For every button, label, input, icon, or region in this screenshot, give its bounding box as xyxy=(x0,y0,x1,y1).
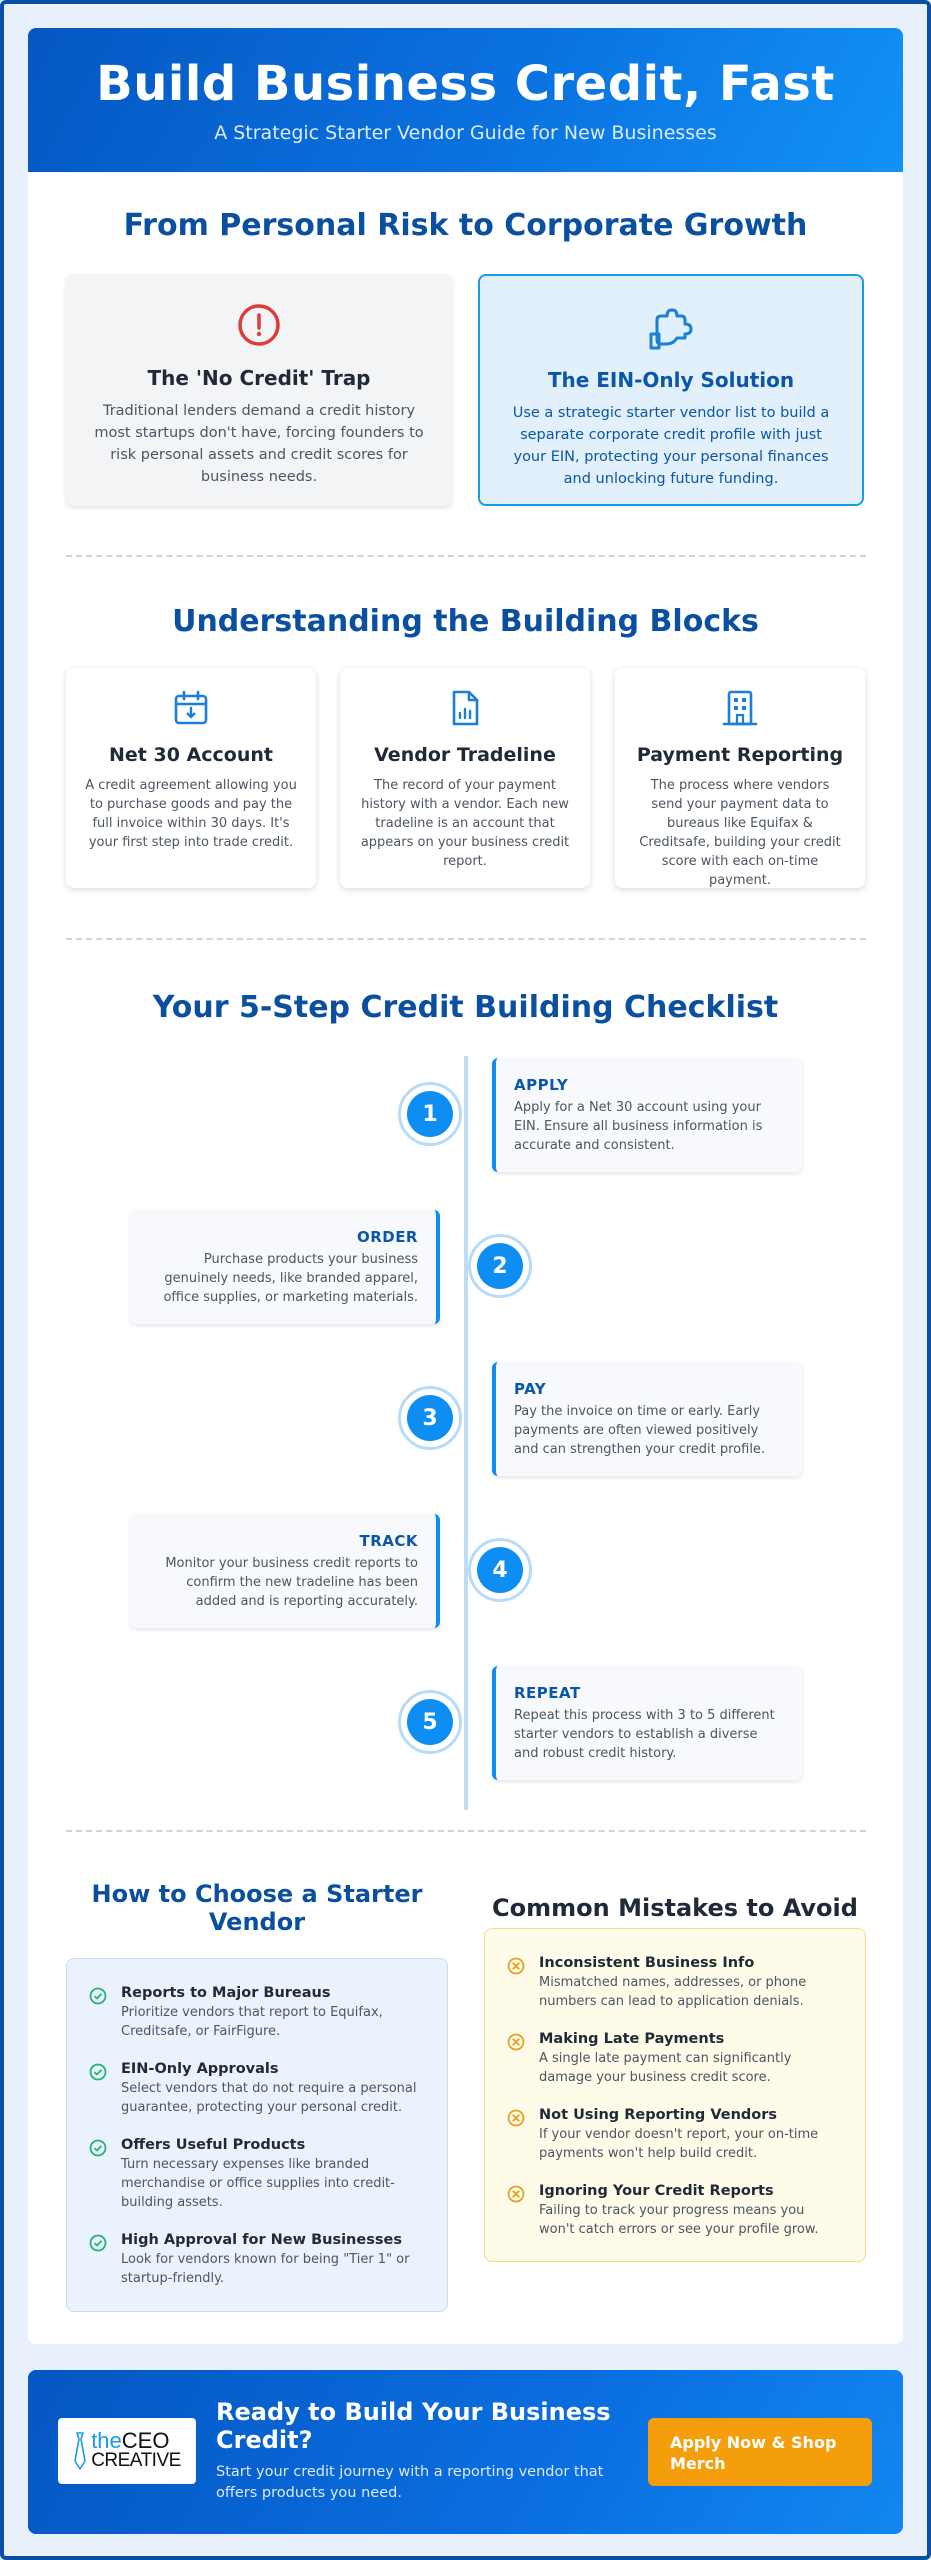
risk-card-title: The 'No Credit' Trap xyxy=(147,366,371,390)
section-divider xyxy=(66,938,866,940)
cta-title: Ready to Build Your Business Credit? xyxy=(216,2398,611,2454)
list-item xyxy=(507,2107,843,2163)
item-title: Reports to Major Bureaus xyxy=(121,1985,331,2001)
list-item xyxy=(89,2061,425,2117)
risk-card-text: Use a strategic starter vendor list to build a separate corporate credit profile with just your EIN, protecting your personal finances and unlocking future funding. xyxy=(512,405,830,487)
section-title-risk: From Personal Risk to Corporate Growth xyxy=(123,208,808,243)
page-subtitle: A Strategic Starter Vendor Guide for New Businesses xyxy=(214,122,717,144)
item-title: Not Using Reporting Vendors xyxy=(539,2107,778,2123)
main-card xyxy=(28,28,903,2344)
calendar-icon xyxy=(171,688,211,728)
list-item xyxy=(89,2137,425,2212)
step-title: TRACK xyxy=(359,1532,418,1550)
step-title: APPLY xyxy=(514,1076,569,1094)
section-divider xyxy=(66,555,866,557)
section-title-blocks: Understanding the Building Blocks xyxy=(172,604,759,639)
page-title: Build Business Credit, Fast xyxy=(96,56,835,112)
check-circle-icon xyxy=(89,2063,107,2081)
step-card-repeat xyxy=(492,1666,802,1780)
step-number-5: 5 xyxy=(398,1690,462,1754)
mistakes-title: Common Mistakes to Avoid xyxy=(492,1894,858,1922)
item-text: Failing to track your progress means you won't catch errors or see your profile grow. xyxy=(539,2203,819,2237)
timeline-line xyxy=(464,1056,468,1810)
item-text: If your vendor doesn't report, your on-time payments won't help build credit. xyxy=(539,2127,819,2161)
item-title: Ignoring Your Credit Reports xyxy=(539,2183,774,2199)
item-text: Look for vendors known for being "Tier 1" or startup-friendly. xyxy=(121,2252,410,2286)
check-circle-icon xyxy=(89,1987,107,2005)
item-title: High Approval for New Businesses xyxy=(121,2232,402,2248)
block-card-text: A credit agreement allowing you to purchase goods and pay the full invoice within 30 days. It's your first step into trade credit. xyxy=(85,778,297,850)
tie-icon xyxy=(73,2431,87,2471)
step-number-1: 1 xyxy=(398,1082,462,1146)
cta-banner xyxy=(28,2370,903,2534)
section-title-checklist: Your 5-Step Credit Building Checklist xyxy=(152,990,779,1025)
ein-only-solution-card xyxy=(478,274,864,506)
block-card-title: Payment Reporting xyxy=(636,744,844,766)
step-text: Purchase products your business genuinely needs, like branded apparel, office supplies, or marketing materials. xyxy=(163,1252,418,1305)
alert-circle-icon xyxy=(236,302,282,348)
step-text: Apply for a Net 30 account using your EIN. Ensure all business information is accurate and consistent. xyxy=(514,1100,763,1153)
building-icon xyxy=(720,688,760,728)
step-number-2: 2 xyxy=(468,1234,532,1298)
step-card-apply xyxy=(492,1058,802,1172)
item-text: Turn necessary expenses like branded merchandise or office supplies into credit-building assets. xyxy=(121,2157,395,2210)
choose-vendor-title: How to Choose a Starter Vendor xyxy=(91,1880,423,1936)
step-number-4: 4 xyxy=(468,1538,532,1602)
step-title: ORDER xyxy=(356,1228,418,1246)
payment-reporting-card xyxy=(615,668,865,888)
mistakes-list xyxy=(484,1928,866,2262)
no-credit-trap-card xyxy=(66,274,452,506)
risk-card-text: Traditional lenders demand a credit history most startups don't have, forcing founders to risk personal assets and credit scores for business needs. xyxy=(94,403,424,485)
check-circle-icon xyxy=(89,2139,107,2157)
step-card-pay xyxy=(492,1362,802,1476)
item-text: Prioritize vendors that report to Equifax, Creditsafe, or FairFigure. xyxy=(121,2005,383,2039)
step-title: PAY xyxy=(514,1380,547,1398)
document-chart-icon xyxy=(445,688,485,728)
item-text: A single late payment can significantly damage your business credit score. xyxy=(539,2051,792,2085)
x-circle-icon xyxy=(507,2033,525,2051)
puzzle-hand-icon xyxy=(647,304,695,352)
logo-creative: CREATIVE xyxy=(91,2450,181,2471)
apply-shop-button[interactable]: Apply Now & Shop Merch xyxy=(648,2418,872,2486)
list-item xyxy=(89,1985,425,2041)
risk-card-title: The EIN-Only Solution xyxy=(547,368,795,392)
item-title: Offers Useful Products xyxy=(121,2137,306,2153)
net30-account-card xyxy=(66,668,316,888)
step-card-track xyxy=(130,1514,440,1628)
block-card-title: Vendor Tradeline xyxy=(374,744,556,766)
block-card-text: The process where vendors send your payment data to bureaus like Equifax & Creditsafe, building your credit score with each on-time payment. xyxy=(639,778,841,888)
block-card-text: The record of your payment history with a vendor. Each new tradeline is an account that appears on your business credit report. xyxy=(360,778,570,869)
logo-the: the xyxy=(91,2428,122,2453)
step-card-order xyxy=(130,1210,440,1324)
choose-vendor-list xyxy=(66,1958,448,2312)
x-circle-icon xyxy=(507,2109,525,2127)
x-circle-icon xyxy=(507,2185,525,2203)
check-circle-icon xyxy=(89,2234,107,2252)
section-divider xyxy=(66,1830,866,1832)
item-title: Making Late Payments xyxy=(539,2031,725,2047)
block-card-title: Net 30 Account xyxy=(109,744,273,766)
step-title: REPEAT xyxy=(514,1684,581,1702)
logo-ceo: CEO xyxy=(121,2428,170,2453)
ceo-creative-logo xyxy=(58,2418,196,2484)
item-title: EIN-Only Approvals xyxy=(121,2061,279,2077)
list-item xyxy=(507,1955,843,2011)
list-item xyxy=(89,2232,425,2288)
hero-banner xyxy=(28,28,903,172)
step-text: Monitor your business credit reports to confirm the new tradeline has been added and is reporting accurately. xyxy=(165,1556,418,1609)
cta-text: Start your credit journey with a reporting vendor that offers products you need. xyxy=(216,2464,604,2501)
item-title: Inconsistent Business Info xyxy=(539,1955,755,1971)
step-number-3: 3 xyxy=(398,1386,462,1450)
vendor-tradeline-card xyxy=(340,668,590,888)
list-item xyxy=(507,2183,843,2239)
item-text: Select vendors that do not require a personal guarantee, protecting your personal credit. xyxy=(121,2081,417,2115)
step-text: Repeat this process with 3 to 5 different starter vendors to establish a diverse and robust credit history. xyxy=(514,1708,775,1761)
x-circle-icon xyxy=(507,1957,525,1975)
step-text: Pay the invoice on time or early. Early payments are often viewed positively and can strengthen your credit profile. xyxy=(514,1404,766,1457)
list-item xyxy=(507,2031,843,2087)
item-text: Mismatched names, addresses, or phone numbers can lead to application denials. xyxy=(539,1975,807,2009)
